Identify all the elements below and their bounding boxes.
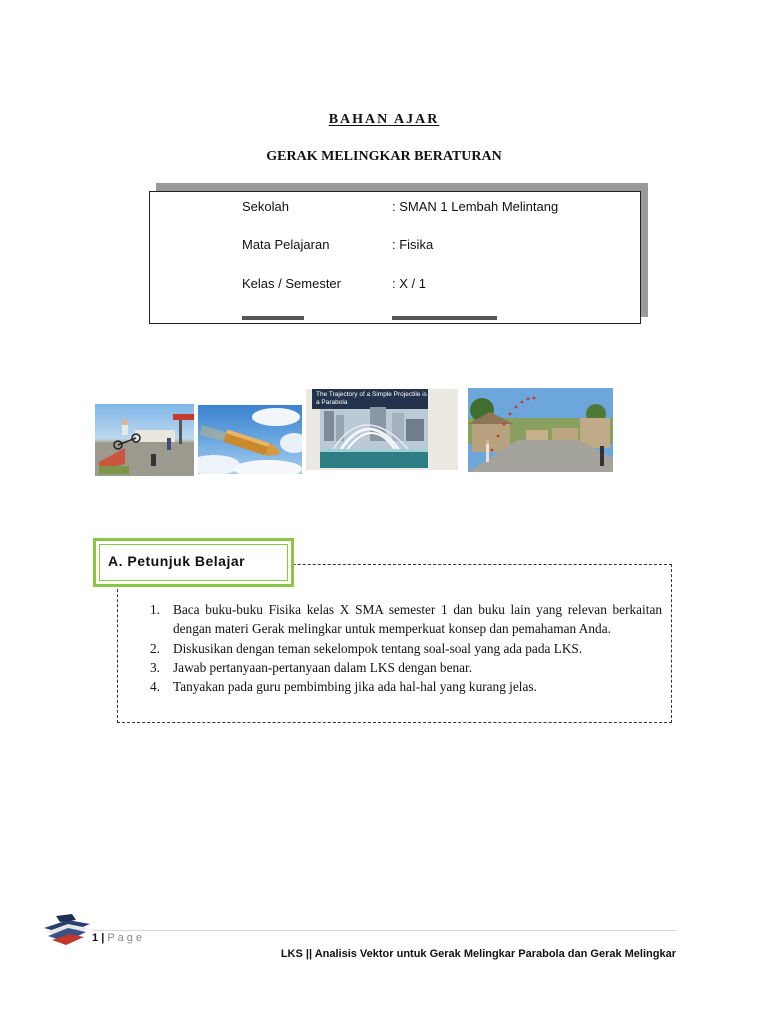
bullet-photo bbox=[198, 405, 302, 474]
list-text: Jawab pertanyaan-pertanyaan dalam LKS dengan benar. bbox=[173, 659, 473, 675]
info-row-school bbox=[242, 199, 558, 214]
document-subtitle: GERAK MELINGKAR BERATURAN bbox=[266, 149, 502, 164]
info-label: Mata Pelajaran bbox=[242, 237, 330, 252]
footer-rule bbox=[92, 930, 677, 931]
page-separator: | bbox=[101, 932, 105, 944]
cutoff-value-fragment bbox=[392, 316, 497, 320]
info-value: : SMAN 1 Lembah Melintang bbox=[392, 199, 559, 214]
list-number: 3. bbox=[150, 659, 160, 675]
page-word: Page bbox=[107, 932, 146, 944]
section-heading: A. Petunjuk Belajar bbox=[108, 553, 246, 569]
instruction-list bbox=[150, 600, 662, 696]
page-number-value: 1 bbox=[92, 932, 99, 944]
list-number: 4. bbox=[150, 679, 160, 695]
list-number: 2. bbox=[150, 640, 160, 656]
bmx-jump-photo bbox=[95, 404, 194, 476]
list-item bbox=[150, 639, 662, 658]
ball-trajectory-photo bbox=[468, 388, 613, 472]
fountain-caption: The Trajectory of a Simple Projectile is a Parabola bbox=[316, 391, 427, 406]
list-text: Diskusikan dengan teman sekelompok tentang soal-soal yang ada pada LKS. bbox=[173, 640, 583, 656]
list-number: 1. bbox=[150, 602, 160, 617]
list-item bbox=[150, 658, 662, 677]
books-logo-icon bbox=[42, 912, 92, 948]
list-text: Baca buku-buku Fisika kelas X SMA semester 1 dan buku lain yang relevan berkaitan dengan materi Gerak melingkar untuk memperkuat konsep dan pemahaman Anda. bbox=[173, 602, 662, 637]
list-item bbox=[150, 677, 662, 696]
info-row-subject bbox=[242, 237, 433, 252]
cutoff-label-fragment bbox=[242, 316, 304, 320]
fountain-projectile-photo bbox=[306, 389, 458, 470]
page-number bbox=[92, 932, 145, 944]
list-text: Tanyakan pada guru pembimbing jika ada hal-hal yang kurang jelas. bbox=[173, 679, 537, 695]
info-label: Kelas / Semester bbox=[242, 276, 341, 291]
info-value: : X / 1 bbox=[392, 276, 426, 291]
list-item bbox=[150, 600, 662, 639]
info-box bbox=[149, 191, 641, 324]
document-title: BAHAN AJAR bbox=[328, 112, 440, 127]
section-heading-box bbox=[93, 538, 294, 587]
footer-text: LKS || Analisis Vektor untuk Gerak Melingkar Parabola dan Gerak Melingkar bbox=[280, 948, 676, 960]
info-value: : Fisika bbox=[392, 237, 434, 252]
info-label: Sekolah bbox=[242, 199, 289, 214]
info-row-class bbox=[242, 276, 426, 291]
